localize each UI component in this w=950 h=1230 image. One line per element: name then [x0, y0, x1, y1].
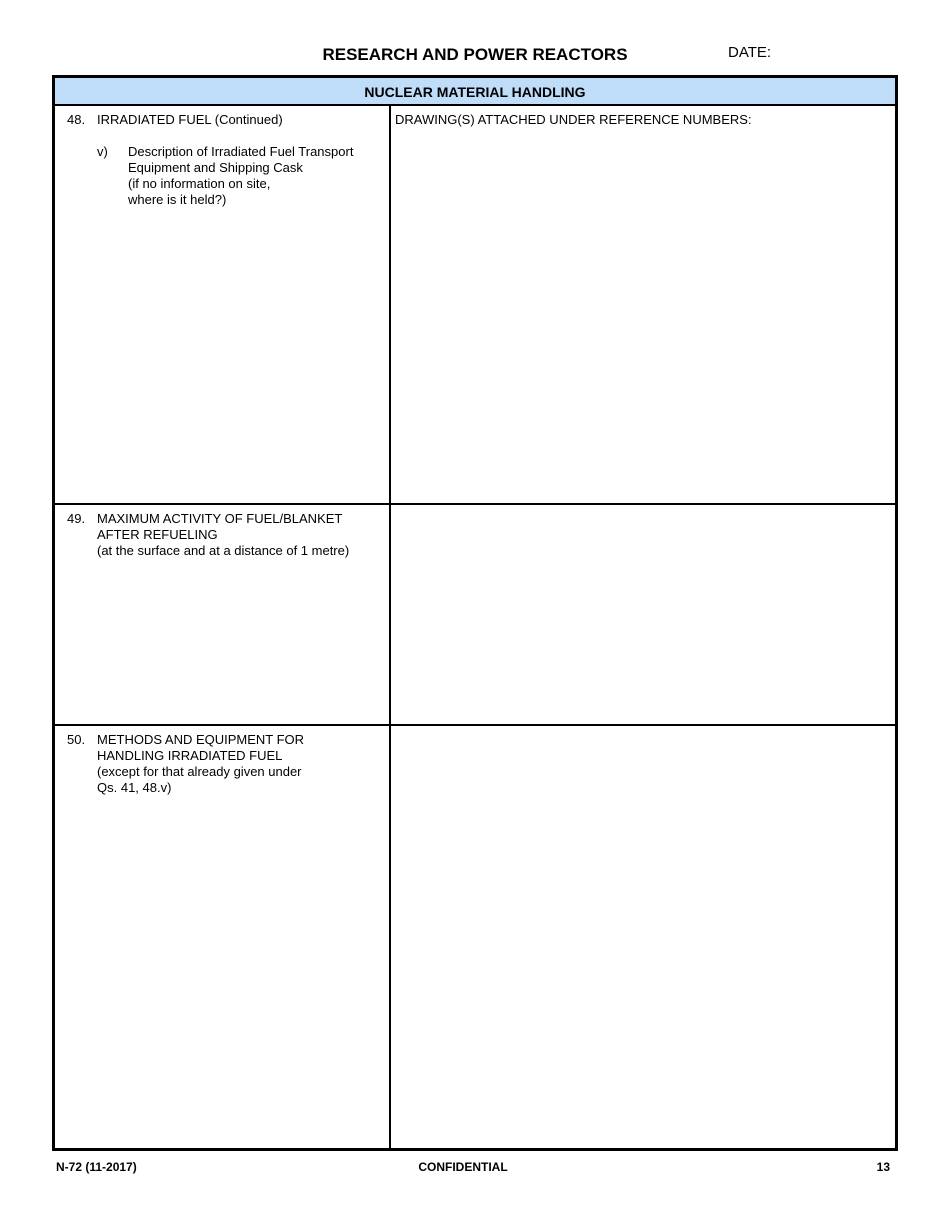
question-row-49	[55, 503, 895, 724]
question-number: 48.	[67, 112, 86, 127]
page-title: RESEARCH AND POWER REACTORS	[322, 45, 628, 64]
classification-label: CONFIDENTIAL	[418, 1160, 508, 1174]
question-line: (at the surface and at a distance of 1 metre)	[97, 543, 350, 558]
question-49-cell	[55, 505, 391, 724]
sub-question-number: v)	[97, 144, 108, 159]
question-line: (except for that already given under	[97, 764, 302, 779]
question-line: METHODS AND EQUIPMENT FOR	[97, 732, 305, 747]
sub-question-line: Description of Irradiated Fuel Transport	[128, 144, 354, 159]
question-number: 49.	[67, 511, 86, 526]
question-line: Qs. 41, 48.v)	[97, 780, 172, 795]
question-line: MAXIMUM ACTIVITY OF FUEL/BLANKET	[97, 511, 343, 526]
date-label: DATE:	[728, 44, 772, 61]
answer-field-48[interactable]	[391, 106, 895, 503]
question-line: HANDLING IRRADIATED FUEL	[97, 748, 283, 763]
question-48-cell	[55, 106, 391, 503]
form-id: N-72 (11-2017)	[56, 1160, 137, 1174]
sub-question-line: (if no information on site,	[128, 176, 271, 191]
page-number: 13	[876, 1160, 890, 1174]
question-number: 50.	[67, 732, 86, 747]
sub-question-line: Equipment and Shipping Cask	[128, 160, 303, 175]
section-header: NUCLEAR MATERIAL HANDLING	[55, 78, 895, 106]
sub-question-line: where is it held?)	[128, 192, 227, 207]
form-table	[52, 75, 898, 1151]
question-50-cell	[55, 726, 391, 1148]
question-title: IRRADIATED FUEL (Continued)	[97, 112, 283, 127]
answer-label: DRAWING(S) ATTACHED UNDER REFERENCE NUMBERS:	[395, 112, 752, 127]
answer-field-50[interactable]	[391, 726, 895, 1148]
answer-field-49[interactable]	[391, 505, 895, 724]
question-line: AFTER REFUELING	[97, 527, 218, 542]
question-row-48	[55, 106, 895, 503]
question-row-50	[55, 724, 895, 1148]
